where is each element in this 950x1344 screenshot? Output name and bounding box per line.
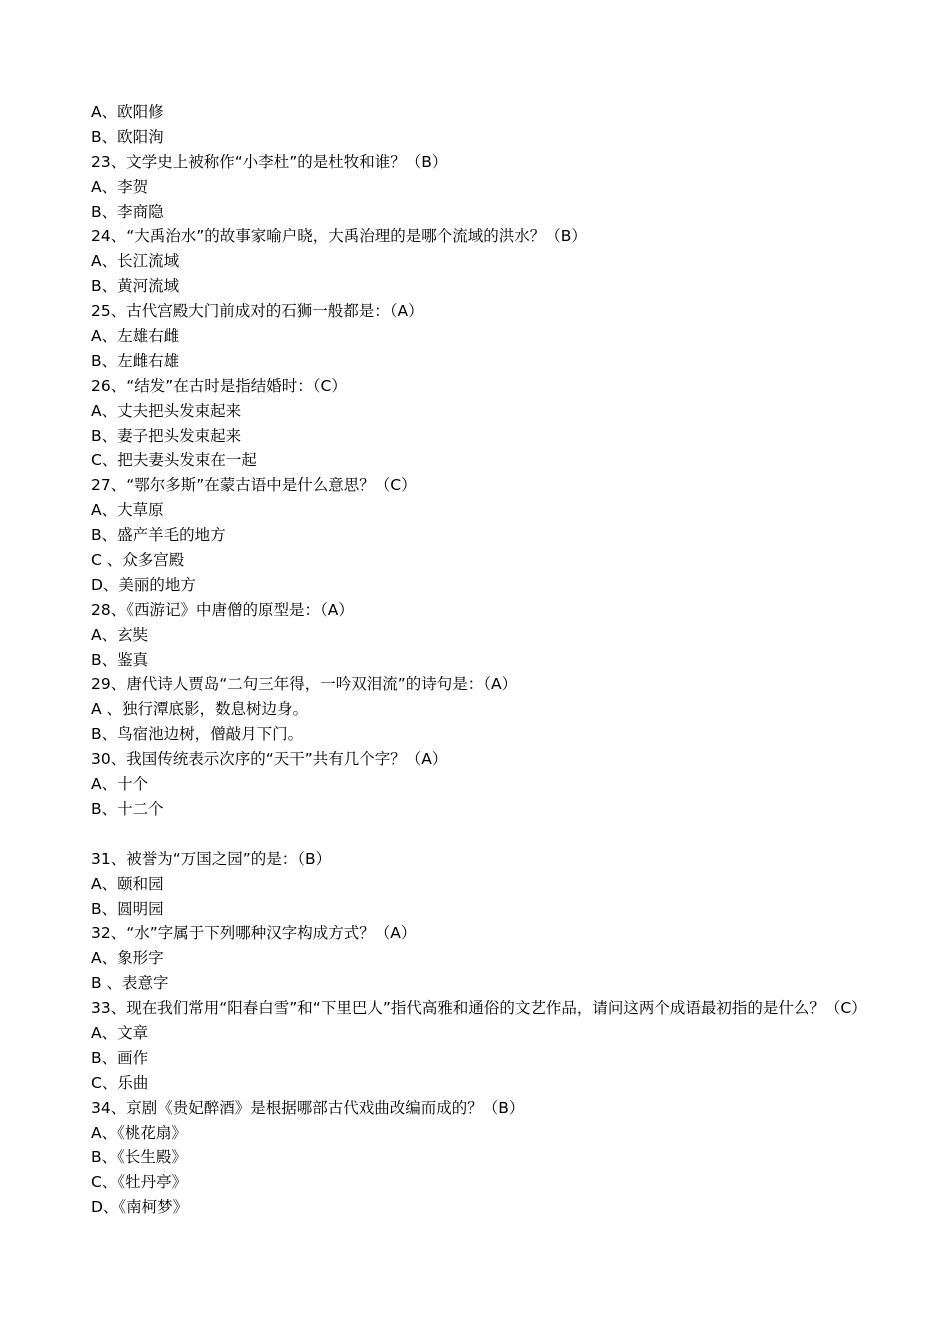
option-d: D、美丽的地方 xyxy=(91,575,196,594)
question-29: 29、唐代诗人贾岛“二句三年得，一吟双泪流”的诗句是：（A） xyxy=(91,675,518,694)
option-a: A 、独行潭底影，数息树边身。 xyxy=(91,700,309,719)
option-c: C、乐曲 xyxy=(91,1073,149,1092)
blank-line xyxy=(91,822,861,847)
option-a: A、文章 xyxy=(91,1023,149,1042)
question-27: 27、“鄂尔多斯”在蒙古语中是什么意思？（C） xyxy=(91,476,417,495)
question-32: 32、“水”字属于下列哪种汉字构成方式？（A） xyxy=(91,924,417,943)
option-a: A、《桃花扇》 xyxy=(91,1123,187,1142)
option-b: B、画作 xyxy=(91,1048,149,1067)
option-a: A、丈夫把头发束起来 xyxy=(91,401,242,420)
option-a: A、欧阳修 xyxy=(91,103,164,121)
option-b: B、圆明园 xyxy=(91,899,164,918)
option-a: A、左雄右雌 xyxy=(91,327,180,346)
question-34: 34、京剧《贵妃醉酒》是根据哪部古代戏曲改编而成的？（B） xyxy=(91,1098,525,1117)
option-b: B、《长生殿》 xyxy=(91,1148,187,1167)
option-a: A、长江流域 xyxy=(91,252,180,271)
question-30: 30、我国传统表示次序的“天干”共有几个字？（A） xyxy=(91,750,448,769)
option-a: A、十个 xyxy=(91,775,149,794)
question-24: 24、“大禹治水”的故事家喻户晓，大禹治理的是哪个流域的洪水？（B） xyxy=(91,227,587,246)
option-b: B、盛产羊毛的地方 xyxy=(91,526,226,545)
option-a: A、象形字 xyxy=(91,949,164,968)
option-a: A、颐和园 xyxy=(91,874,164,893)
question-26: 26、“结发”在古时是指结婚时：（C） xyxy=(91,376,347,395)
option-b: B、鸟宿池边树，僧敲月下门。 xyxy=(91,725,304,744)
document-body xyxy=(91,100,867,1220)
option-b: B、黄河流域 xyxy=(91,277,180,296)
option-c: C、把夫妻头发束在一起 xyxy=(91,451,257,470)
option-d: D、《南柯梦》 xyxy=(91,1198,189,1217)
option-b: B、李商隐 xyxy=(91,202,164,221)
question-31: 31、被誉为“万国之园”的是：（B） xyxy=(91,849,332,868)
option-b: B、欧阳洵 xyxy=(91,127,164,146)
option-b: B、左雌右雄 xyxy=(91,351,180,370)
question-28: 28、《西游记》中唐僧的原型是：（A） xyxy=(91,600,354,619)
option-b: B、十二个 xyxy=(91,799,164,818)
option-a: A、李贺 xyxy=(91,177,149,196)
option-a: A、大草原 xyxy=(91,501,164,520)
option-c: C 、众多宫殿 xyxy=(91,551,185,570)
question-25: 25、古代宫殿大门前成对的石狮一般都是：（A） xyxy=(91,302,424,321)
option-b: B 、表意字 xyxy=(91,974,169,993)
option-b: B、妻子把头发束起来 xyxy=(91,426,242,445)
option-b: B、鉴真 xyxy=(91,650,149,669)
question-23: 23、文学史上被称作“小李杜”的是杜牧和谁？（B） xyxy=(91,152,448,171)
question-33: 33、现在我们常用“阳春白雪”和“下里巴人”指代高雅和通俗的文艺作品，请问这两个成语最初指的是什么？（C） xyxy=(91,999,867,1018)
option-a: A、玄奘 xyxy=(91,625,149,644)
option-c: C、《牡丹亭》 xyxy=(91,1173,188,1192)
